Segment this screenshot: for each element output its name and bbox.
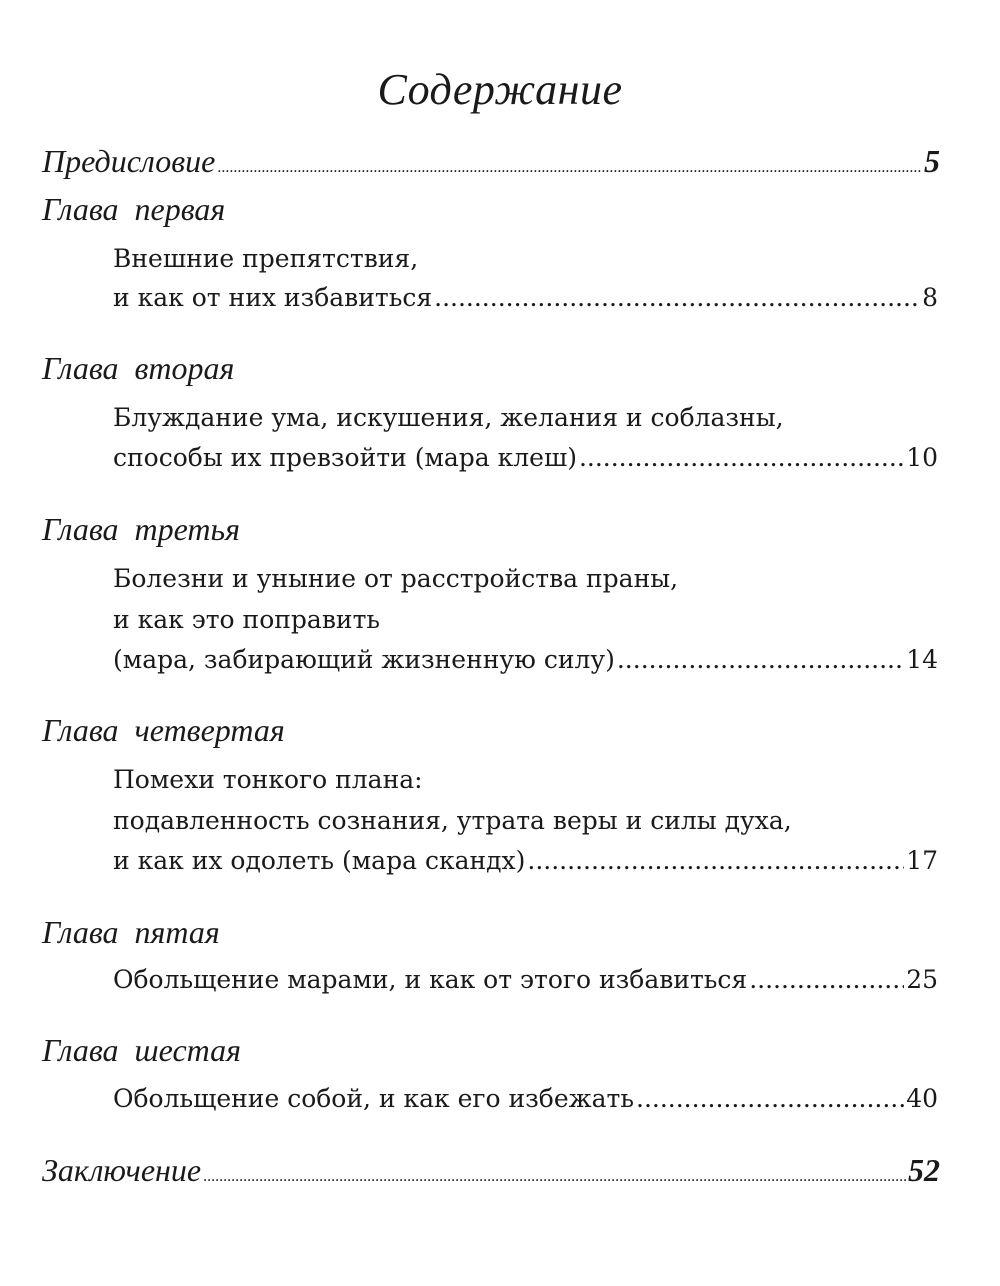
toc-entry-line: Болезни и уныние от расстройства праны, xyxy=(113,564,679,593)
toc-entry-label: и как их одолеть (мара скандх) xyxy=(113,846,526,875)
toc-page-number: 10 xyxy=(906,443,938,472)
toc-entry-label: (мара, забирающий жизненную силу) xyxy=(113,645,615,674)
dot-leader xyxy=(434,280,920,316)
dot-leader xyxy=(579,440,904,476)
toc-entry-chapter-1[interactable] xyxy=(113,280,938,316)
toc-entry-preface[interactable] xyxy=(42,141,940,188)
page-title: Содержание xyxy=(377,65,623,114)
toc-entry-label: и как от них избавиться xyxy=(113,283,433,312)
dot-leader xyxy=(203,1157,906,1197)
toc-page-number: 8 xyxy=(922,283,938,312)
toc-page-number: 14 xyxy=(906,645,938,674)
chapter-heading-5: Глава пятая xyxy=(42,914,220,950)
toc-entry-chapter-2[interactable] xyxy=(113,440,938,476)
toc-entry-chapter-6[interactable] xyxy=(113,1081,938,1117)
chapter-heading-6: Глава шестая xyxy=(42,1032,242,1068)
toc-entry-label: Обольщение марами, и как от этого избавиться xyxy=(113,965,748,994)
toc-page-number: 52 xyxy=(908,1152,940,1188)
toc-entry-line: Внешние препятствия, xyxy=(113,244,419,273)
toc-entry-chapter-3[interactable] xyxy=(113,642,938,678)
toc-entry-line: Блуждание ума, искушения, желания и соблазны, xyxy=(113,403,784,432)
chapter-heading-1: Глава первая xyxy=(42,191,226,227)
dot-leader xyxy=(217,148,922,188)
dot-leader xyxy=(749,962,904,998)
toc-page-number: 40 xyxy=(906,1084,938,1113)
toc-page-number: 17 xyxy=(906,846,938,875)
toc-entry-conclusion[interactable] xyxy=(42,1150,940,1197)
chapter-heading-4: Глава четвертая xyxy=(42,712,285,748)
chapter-heading-3: Глава третья xyxy=(42,511,240,547)
toc-entry-label: Заключение xyxy=(42,1152,202,1188)
toc-page-number: 5 xyxy=(924,143,940,179)
toc-entry-line: и как это поправить xyxy=(113,605,381,634)
toc-entry-chapter-5[interactable] xyxy=(113,962,938,998)
toc-entry-label: Предисловие xyxy=(42,143,216,179)
toc-page-number: 25 xyxy=(906,965,938,994)
toc-entry-label: Обольщение собой, и как его избежать xyxy=(113,1084,634,1113)
toc-entry-chapter-4[interactable] xyxy=(113,843,938,879)
toc-entry-label: способы их превзойти (мара клеш) xyxy=(113,443,577,472)
dot-leader xyxy=(617,642,904,678)
chapter-heading-2: Глава вторая xyxy=(42,350,235,386)
dot-leader xyxy=(636,1081,904,1117)
toc-entry-line: подавленность сознания, утрата веры и силы духа, xyxy=(113,806,792,835)
toc-entry-line: Помехи тонкого плана: xyxy=(113,765,423,794)
dot-leader xyxy=(527,843,904,879)
